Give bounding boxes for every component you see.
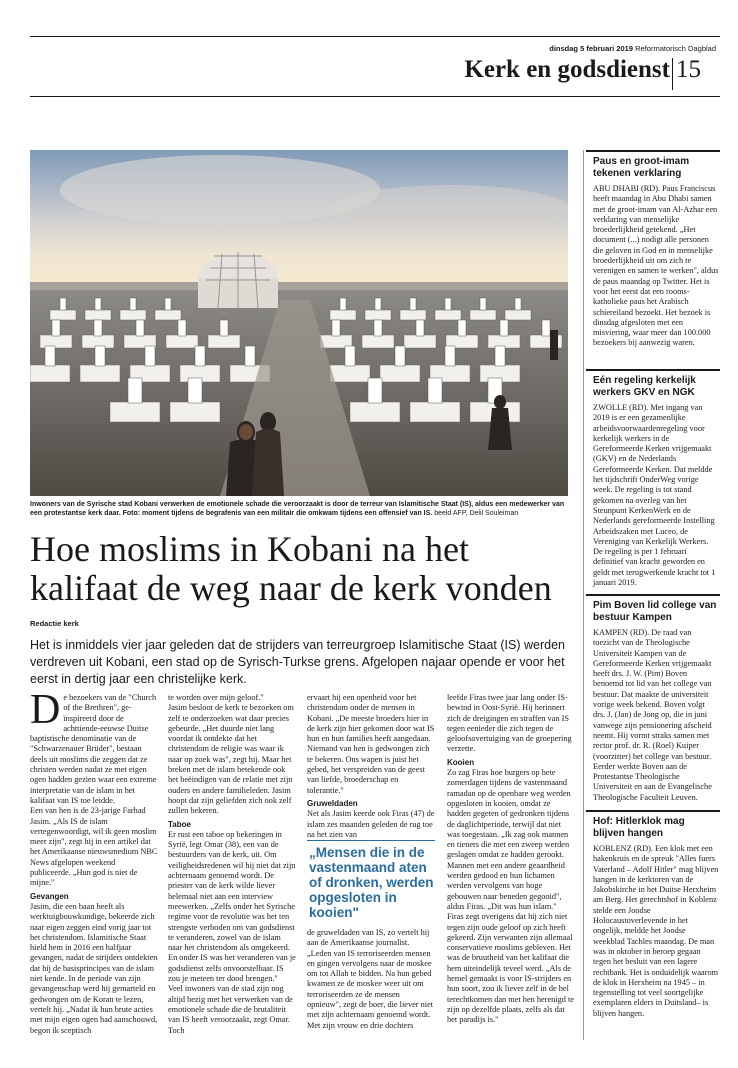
subheading: Kooien <box>447 757 475 767</box>
sidebar-item-title: Paus en groot-imam tekenen verklaring <box>593 156 690 179</box>
sidebar-item-4 <box>593 816 719 1019</box>
sidebar-rule-2 <box>586 369 720 371</box>
dropcap: D <box>30 687 61 733</box>
paragraph: te worden over mijn geloof." <box>168 693 264 702</box>
photo-credit: beeld AFP, Delil Souleiman <box>434 510 519 517</box>
sidebar-item-1 <box>593 156 719 349</box>
article-column-1 <box>30 687 158 1036</box>
newspaper-name: Reformatorisch Dagblad <box>635 44 716 53</box>
section-divider <box>672 58 673 90</box>
sidebar-rule-3 <box>586 594 720 596</box>
paragraph: de gruweldaden van IS, zo vertelt hij aan de Amerikaanse journalist. „Leden van IS terroriseerden mensen en gingen vervolgens naar de moskee om tot Allah te bidden. Na hun gebed kwamen ze de moskee weer uit om terroriseerden ze de mensen opnieuw", zegt de boer, die liever niet met zijn achternaam genoemd wordt. Met zijn vrouw en drie dochters <box>307 928 434 1030</box>
page-number: 15 <box>676 56 701 83</box>
sidebar-rule-1 <box>586 150 720 152</box>
sidebar-item-3 <box>593 600 719 803</box>
article-column-2 <box>168 693 296 1036</box>
paragraph: Er rust een taboe op bekeringen in Syrië, legt Omar (38), een van de bestuurders van de kerk, uit. Om veiligheidsredenen wil hij niet dat zijn achternaam genoemd wordt. De priester van de kerk wilde liever helemaal niet aan een interview meewerken. „Zelfs onder het Syrische regime voor de revolutie was het ten strengste verboden om van godsdienst te veranderen, zowel van de islam naar het christendom als omgekeerd. En onder IS was het veranderen van je godsdienst zelfs onvoorstelbaar. IS zou je meteen ter dood brengen." <box>168 829 296 984</box>
paragraph: leefde Firas twee jaar lang onder IS-bewind in Oost-Syrië. Hij herinnert zich de dreigingen en straffen van IS tegen eenieder die zich tegen de geloofsovertuiging van de groepering verzette. <box>447 693 572 754</box>
sidebar-left-rule <box>583 150 584 1040</box>
issue-date: dinsdag 5 februari 2019 <box>549 44 634 53</box>
sidebar-item-2 <box>593 375 719 588</box>
paragraph: Veel inwoners van de stad zijn nog altijd bezig met het verwerken van de emotionele schade die de brutaliteit van IS heeft veroorzaakt, zegt Omar. Toch <box>168 984 293 1035</box>
subheading: Gruweldaden <box>307 798 358 808</box>
pull-quote: „Mensen die in de vastenmaand aten of dronken, werden opgesloten in kooien" <box>309 845 434 920</box>
cemetery-photo <box>30 150 568 496</box>
paragraph: Een van hen is de 23-jarige Farhad Jasim. „Als IS de islam vertegenwoordigt, wil ik geen moslim meer zijn", zegt hij in een artikel dat het Amerikaanse nieuwsmedium NBC News afgelopen weekend publiceerde. „Hun god is niet de mijne." <box>30 806 158 888</box>
cemetery-illustration <box>30 150 568 496</box>
paragraph: ervaart hij een openheid voor het christendom onder de mensen in Kobani. „De meeste broeders hier in de kerk zijn hier gekomen door wat IS hun en hun families heeft aangedaan. Niemand van hen is gedwongen zich te bekeren. Ons wapen is juist het gebed, het verspreiden van de geest van liefde, broederschap en tolerantie." <box>307 693 435 795</box>
caption-text: Inwoners van de Syrische stad Kobani verwerken de emotionele schade die veroorzaakt is door de terreur van Islamitische Staat (IS), aldus een medewerker van een protestantse kerk daar. Foto: moment tijdens de begrafenis van een militair die omkwam tijdens een offensief van IS. <box>30 501 565 517</box>
article-headline: Hoe moslims in Kobani na het kalifaat de weg naar de kerk vonden <box>30 529 552 608</box>
paragraph: e bezoekers van de "Church of the Brethren", geïnspireerd door de achttiende-eeuwse Duitse baptistische denominatie van de "Schwarzenauer Brüder", bestaan deels uit moslims die zeggen dat ze christen werden nadat ze met eigen ogen hadden gezien waar een extreme interpretatie van de islam in het kalifaat van IS toe leidde. <box>30 693 157 805</box>
top-rule <box>30 36 720 37</box>
sidebar-item-title: Eén regeling kerkelijk werkers GKV en NGK <box>593 375 696 398</box>
pullquote-rule-top <box>307 840 435 841</box>
section-rule <box>30 96 720 97</box>
article-column-3 <box>307 693 435 840</box>
sidebar-item-body: ZWOLLE (RD). Met ingang van 2019 is er een gezamenlijke arbeidsvoorwaardenregeling voor kerkelijk werkers in de Gereformeerde Kerken vrijgemaakt (GKV) en de Nederlands Gereformeerde Kerken. Dat meldde het tijdschrift OnderWeg vorige week. De regeling is tot stand gekomen na overleg van het Steunpunt KerkenWerk en de Nederlands gereformeerde Instelling Arbeidszaken met Luceo, de Vereniging van Kerkelijk Werkers. De regeling is per 1 februari definitief van kracht geworden en geldt met terugwerkende kracht tot 1 januari 2019. <box>593 403 716 588</box>
paragraph: Firas zegt overigens dat hij zich niet tegen zijn oude geloof op zich heeft gekeerd. Zijn verwanten zijn allemaal conservatieve moslims gebleven. Het was de bruutheid van het kalifaat die hem uiteindelijk teveel werd. „Als de hemel gemaakt is voor IS-strijders en hun soort, zou ik liever zelf in de hel terechtkomen dan met hen herenigd te zijn op dezelfde plaats, zelfs als dat het paradijs is." <box>447 912 574 1025</box>
sidebar-item-body: KAMPEN (RD). De raad van toezicht van de Theologische Universiteit Kampen van de Gereformeerde Kerken vrijgemaakt heeft drs. J. W. (Pim) Boven benoemd tot lid van het college van bestuur. Dat maakte de universiteit vorige week bekend. Boven volgt drs. J. (Jan) de Jong op, die in juni vanwege zijn pensionering afscheid neemt. Hij vormt straks samen met rector prof. dr. R. (Roel) Kuiper (voorzitter) het college van bestuur. Eerder werkte Boven aan de Protestantse Theologische Universiteit en aan de Evangelische Theologische Faculteit Leuven. <box>593 628 712 802</box>
paragraph: Net als Jasim keerde ook Firas (47) de islam zes maanden geleden de rug toe na het zien van <box>307 809 435 839</box>
section-title: Kerk en godsdienst <box>464 56 670 83</box>
sidebar-item-title: Pim Boven lid college van bestuur Kampen <box>593 600 717 623</box>
paragraph: Zo zag Firas hoe burgers op hete zomerdagen tijdens de vastenmaand ramadan op de openbare weg werden opgesloten in kooien, omdat ze hadden gegeten of gedronken tijdens de daglichtperiode, terwijl dat niet was toegestaan. „Ik zag ook mannen en tieners die met een zweep werden geslagen omdat ze hadden gerookt. Mannen met een andere geaardheid werden gedood en hun lichamen werden vervolgens van hoge gebouwen naar beneden gegooid", aldus Firas. „Dit was hun islam." <box>447 768 571 911</box>
byline: Redactie kerk <box>30 619 79 628</box>
subheading: Taboe <box>168 819 191 829</box>
sidebar-rule-4 <box>586 810 720 812</box>
article-column-3b <box>307 928 435 1031</box>
paragraph: Jasim, die een baan heeft als werktuigbouwkundige, bekeerde zich naar eigen zeggen eind vorig jaar tot het christendom. Islamitische Staat hield hem in 2016 een halfjaar gevangen, nadat de strijders ontdekten dat hij de basisprincipes van de islam niet kende. In de periode van zijn gevangenschap werd hij gemarteld en gedwongen om de Koran te lezen, vertelt hij. „Nadat ik hun brute acties met mijn eigen ogen had aanschouwd, begon ik sceptisch <box>30 901 158 1035</box>
photo-caption <box>30 500 568 518</box>
sidebar-item-body: KOBLENZ (RD). Een klok met een hakenkruis en de spreuk "Alles fuers Vaterland – Adolf Hitler" mag blijven hangen in de kerktoren van de Jakobskirche in het Duitse Herxheim am Berg. Het gerechtshof in Koblenz stelde een Joodse Holocaustoverlevende in het ongelijk, meldde het Joodse weekblad Tachles maandag. De man was in oktober in beroep gegaan tegen het besluit van een lagere rechtbank. Het is onduidelijk waarom de klok in Herxheim na 1945 – in tegenstelling tot veel soortgelijke exemplaren elders in Duitsland– is blijven hangen. <box>593 844 719 1018</box>
paragraph: Jasim besloot de kerk te bezoeken om zelf te onderzoeken wat daar precies gebeurde. „Het duurde niet lang voordat ik ontdekte dat het christendom de religie was waar ik naar op zoek was", zegt hij. Maar het breken met de islam betekende ook het beëindigen van de relatie met zijn ouders en andere familieleden. Jasim hoopt dat zijn geliefden zich ook zelf zullen bekeren. <box>168 703 294 816</box>
article-column-4 <box>447 693 575 1026</box>
sidebar-item-body: ABU DHABI (RD). Paus Franciscus heeft maandag in Abu Dhabi samen met de groot-imam van Al-Azhar een verklaring van menselijke broederlijkheid getekend. „Het document (...) nodigt alle personen die geloven in God en in menselijke broederlijkheid uit om zich te verenigen en samen te werken", aldus de paus maandag op Twitter. Het is voor het eerst dat een rooms-katholieke paus het Arabisch schiereiland bezoekt. Het bezoek is dinsdag afgesloten met een misviering, waar meer dan 100.000 bezoekers bij aanwezig waren. <box>593 184 719 348</box>
issue-date-line <box>548 44 716 53</box>
article-intro: Het is inmiddels vier jaar geleden dat de strijders van terreurgroep Islamitische Staat (IS) werden verdreven uit Kobani, een stad op de Syrisch-Turkse grens. Afgelopen najaar opende er voor het eerst in dertig jaar een christelijke kerk. <box>30 638 565 686</box>
sidebar-item-title: Hof: Hitlerklok mag blijven hangen <box>593 816 685 839</box>
subheading: Gevangen <box>30 891 69 901</box>
